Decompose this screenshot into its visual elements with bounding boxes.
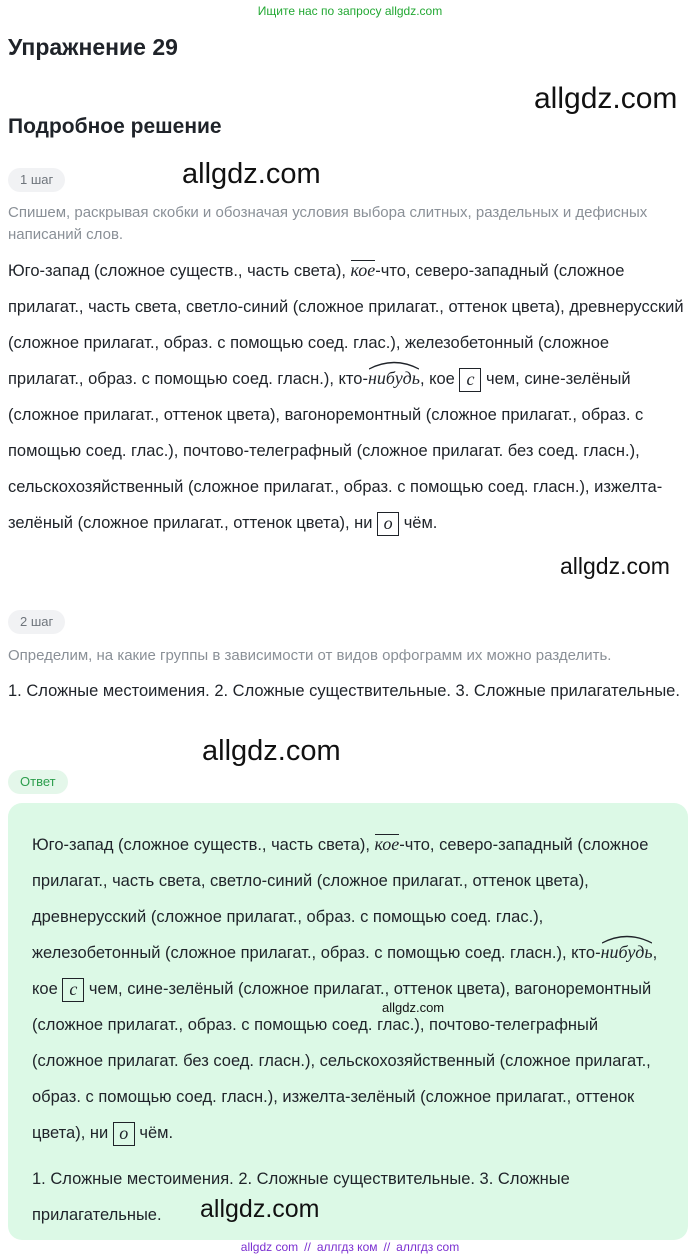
step-1-text [8,253,688,541]
page-title: Упражнение 29 [8,34,178,60]
answer-badge: Ответ [8,770,68,794]
footer-separator: // [383,1240,391,1254]
watermark: allgdz.com [534,82,678,115]
text-part: чем, сине-зелёный (сложное прилагат., оттенок цвета), вагоноремонтный (сложное прилагат., образ. с помощью соед. глас.), почтово-телеграфный (сложное прилагат. без соед. гласн.), сельскохозяйственный (сложное прилагат., образ. с помощью соед. гласн.), изжелта-зелёный (сложное прилагат., оттенок цвета), ни [32,980,652,1142]
particle-nibud-marked [601,943,653,961]
top-search-hint: Ищите нас по запросу allgdz.com [257,4,443,18]
step-2-instruction: Определим, на какие группы в зависимости от видов орфограмм их можно разделить. [8,647,612,664]
particle-nibud-marked [368,369,420,387]
text-part: , кое [419,370,460,388]
footer-link[interactable]: аллгдз ком [316,1240,378,1254]
watermark: allgdz.com [382,1000,445,1015]
answer-groups: 1. Сложные местоимения. 2. Сложные существительные. 3. Сложные прилагательные. [32,1170,570,1224]
prefix-koe-marked: кое [350,260,376,280]
footer-link[interactable]: allgdz com [240,1240,299,1254]
text-part: чём. [399,514,438,532]
text-part: -что, северо-западный (сложное прилагат., часть света, светло-синий (сложное прилагат., оттенок цвета), древнерусский (сложное прилагат., образ. с помощью соед. глас.), железобетонный (сложное прилагат., образ. с помощью соед. гласн.), кто- [8,262,684,388]
footer-links [0,1240,700,1254]
particle-text: нибудь [600,942,653,962]
text-part: , кое [32,944,658,998]
footer-link[interactable]: аллгдз com [396,1240,460,1254]
preposition-box: о [377,512,399,536]
watermark: allgdz.com [560,553,670,579]
particle-text: нибудь [367,368,420,388]
watermark: allgdz.com [200,1195,320,1223]
step-2-text: 1. Сложные местоимения. 2. Сложные существительные. 3. Сложные прилагательные. [8,682,680,700]
text-part: чём. [134,1124,174,1142]
preposition-box: о [113,1122,135,1146]
watermark: allgdz.com [182,158,321,190]
prefix-koe-marked: кое [374,834,400,854]
step-badge-1: 1 шаг [8,168,65,192]
section-title: Подробное решение [8,115,222,138]
text-part: чем, сине-зелёный (сложное прилагат., оттенок цвета), вагоноремонтный (сложное прилагат., образ. с помощью соед. глас.), почтово-телеграфный (сложное прилагат. без соед. гласн.), сельскохозяйственный (сложное прилагат., образ. с помощью соед. гласн.), изжелта-зелёный (сложное прилагат., оттенок цвета), ни [8,370,663,532]
answer-text [32,827,672,1151]
preposition-box: с [459,368,481,392]
text-part: Юго-запад (сложное существ., часть света), [32,836,375,854]
text-part: -что, северо-западный (сложное прилагат., часть света, светло-синий (сложное прилагат., оттенок цвета), древнерусский (сложное прилагат., образ. с помощью соед. глас.), железобетонный (сложное прилагат., образ. с помощью соед. гласн.), кто- [32,836,649,962]
step-badge-2: 2 шаг [8,610,65,634]
footer-separator: // [304,1240,311,1254]
watermark: allgdz.com [202,735,341,767]
step-1-instruction: Спишем, раскрывая скобки и обозначая условия выбора слитных, раздельных и дефисных написаний слов. [8,204,648,243]
preposition-box: с [62,978,84,1002]
text-part: Юго-запад (сложное существ., часть света), [8,262,351,280]
